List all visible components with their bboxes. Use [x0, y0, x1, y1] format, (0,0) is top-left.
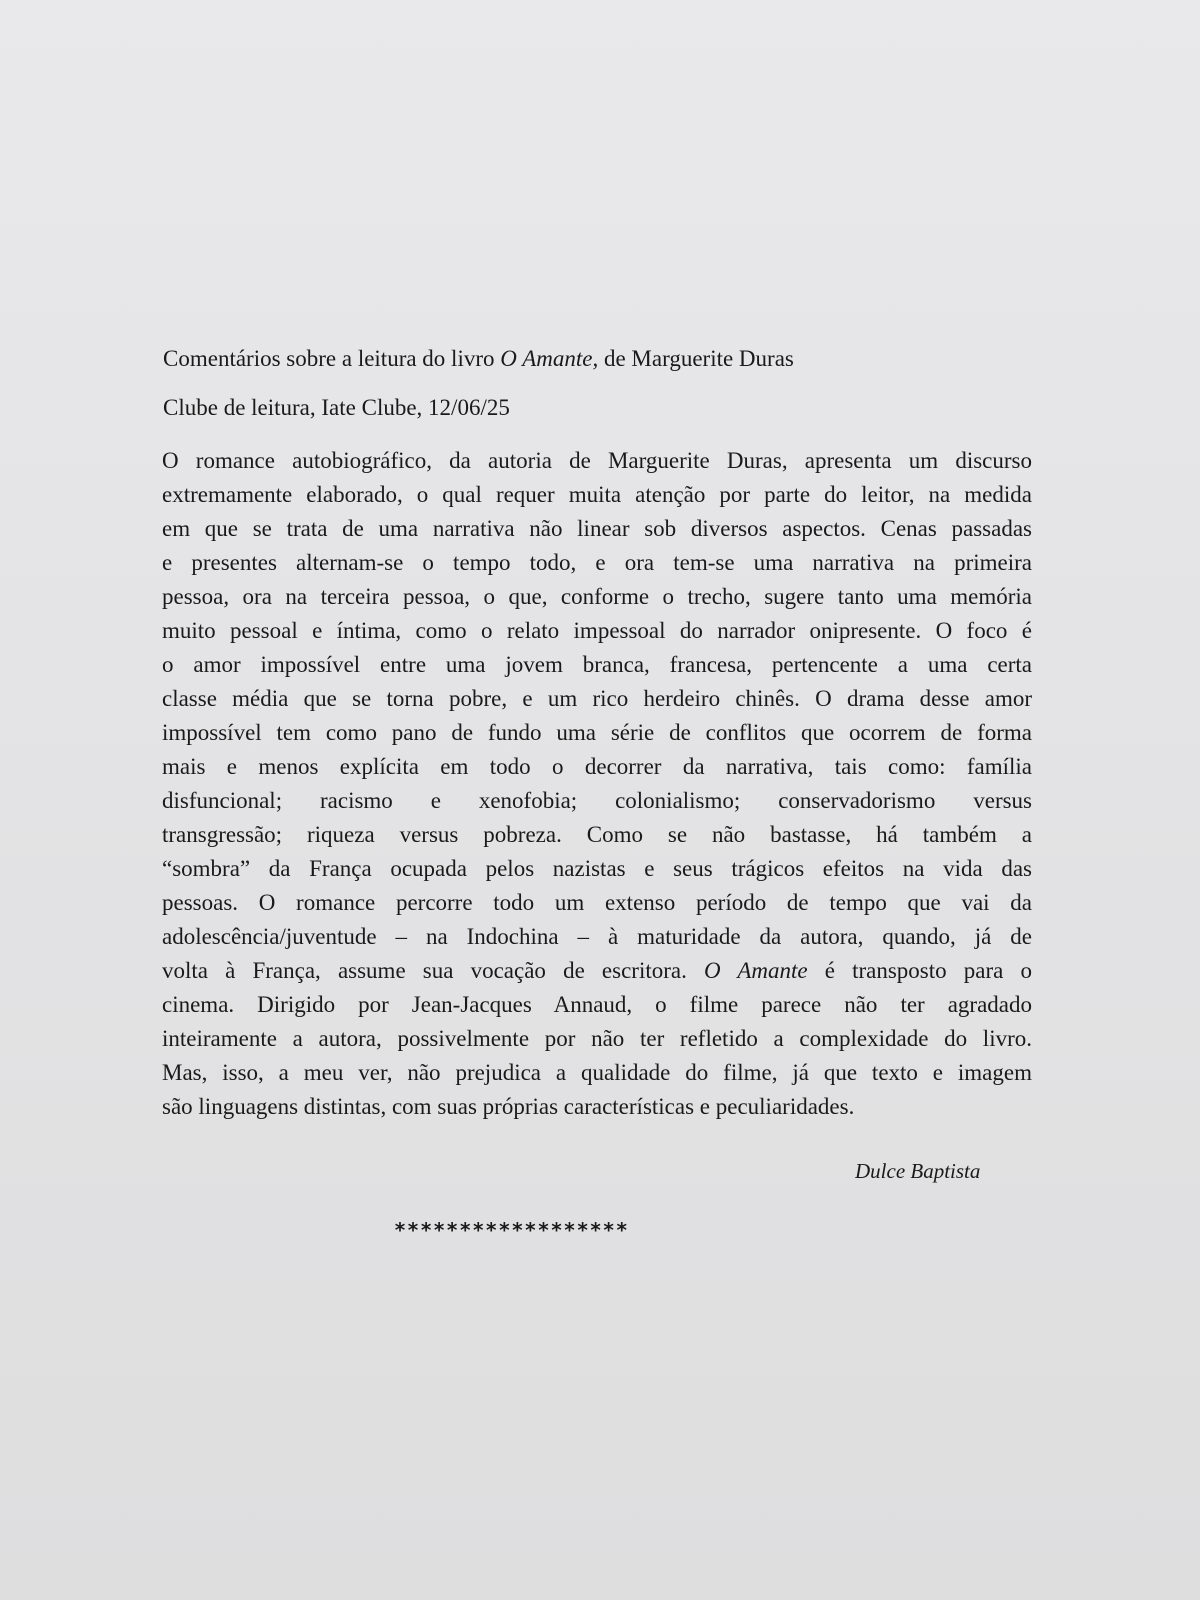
book-title-inline: O Amante [704, 958, 808, 983]
title-suffix: de Marguerite Duras [598, 346, 794, 371]
body-paragraph [162, 444, 1032, 1124]
body-line: adolescência/juventude – na Indochina – à maturidade da autora, quando, já de [162, 924, 1032, 949]
body-line: e presentes alternam-se o tempo todo, e ora tem-se uma narrativa na primeira [162, 550, 1032, 575]
body-line-with-title [162, 954, 1032, 988]
document-title [163, 344, 1043, 374]
body-line: extremamente elaborado, o qual requer muita atenção por parte do leitor, na medida [162, 482, 1032, 507]
body-line: “sombra” da França ocupada pelos nazistas e seus trágicos efeitos na vida das [162, 856, 1032, 881]
title-prefix: Comentários sobre a leitura do livro [163, 346, 501, 371]
body-line: cinema. Dirigido por Jean-Jacques Annaud, o filme parece não ter agradado [162, 992, 1032, 1017]
document-subtitle: Clube de leitura, Iate Clube, 12/06/25 [163, 395, 510, 420]
asterisk-separator: ****************** [394, 1218, 629, 1242]
body-line: disfuncional; racismo e xenofobia; colonialismo; conservadorismo versus [162, 788, 1032, 813]
body-line: em que se trata de uma narrativa não linear sob diversos aspectos. Cenas passadas [162, 516, 1032, 541]
body-line: são linguagens distintas, com suas próprias características e peculiaridades. [162, 1094, 855, 1119]
author-signature: Dulce Baptista [855, 1159, 981, 1183]
body-line: pessoas. O romance percorre todo um extenso período de tempo que vai da [162, 890, 1032, 915]
body-line: O romance autobiográfico, da autoria de Marguerite Duras, apresenta um discurso [162, 448, 1032, 473]
body-line: classe média que se torna pobre, e um rico herdeiro chinês. O drama desse amor [162, 686, 1032, 711]
line-prefix: volta à França, assume sua vocação de escritora. [162, 958, 704, 983]
book-title: O Amante, [500, 346, 599, 371]
body-line: muito pessoal e íntima, como o relato impessoal do narrador onipresente. O foco é [162, 618, 1032, 643]
body-line: impossível tem como pano de fundo uma série de conflitos que ocorrem de forma [162, 720, 1032, 745]
body-line: inteiramente a autora, possivelmente por não ter refletido a complexidade do livro. [162, 1026, 1032, 1051]
line-suffix: é transposto para o [807, 958, 1033, 983]
body-line: mais e menos explícita em todo o decorrer da narrativa, tais como: família [162, 754, 1032, 779]
body-line: transgressão; riqueza versus pobreza. Como se não bastasse, há também a [162, 822, 1032, 847]
body-line: Mas, isso, a meu ver, não prejudica a qualidade do filme, já que texto e imagem [162, 1060, 1032, 1085]
body-line: o amor impossível entre uma jovem branca, francesa, pertencente a uma certa [162, 652, 1032, 677]
body-line: pessoa, ora na terceira pessoa, o que, conforme o trecho, sugere tanto uma memória [162, 584, 1032, 609]
